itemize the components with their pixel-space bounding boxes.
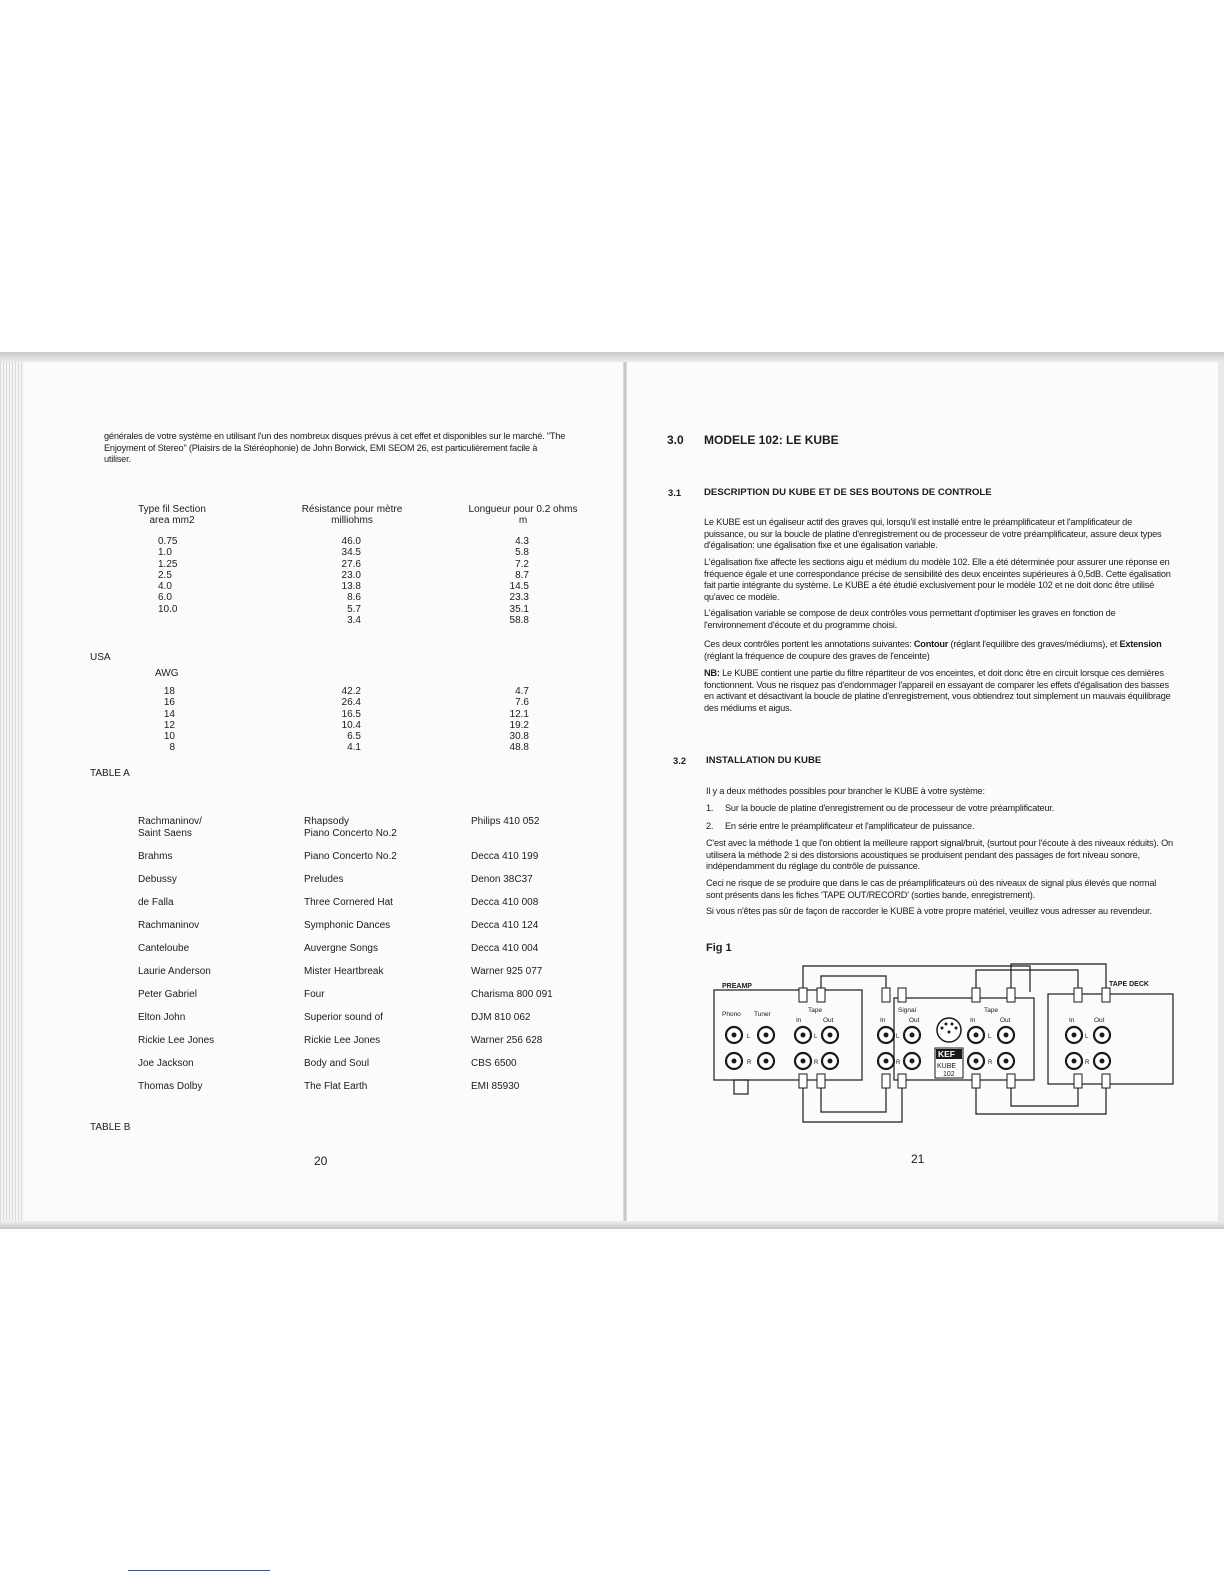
catalog: Decca 410 124 <box>471 920 539 931</box>
left-channel-label: L <box>747 1034 751 1040</box>
work: Body and Soul <box>304 1058 370 1069</box>
kube-out-label: Out <box>909 1017 920 1024</box>
kube-paragraph-2: L'égalisation fixe affecte les sections aigu et médium du modèle 102. Elle a été déterminée pour assurer une réponse en fréquence égale et une correspondance précise de sensibilité des deux enceintes supérieures à 0,5dB. Cette égalisation fait partie intégrante du système. Le KUBE a été étudié exclusivement pour le modèle 102 et ne doit donc être utilisé qu'avec ce modèle. <box>704 557 1171 602</box>
section-3-0-title: MODELE 102: LE KUBE <box>704 433 839 447</box>
tuner-label: Tuner <box>754 1011 771 1018</box>
deck-in-label: In <box>1069 1017 1075 1024</box>
figure-label: Fig 1 <box>706 942 732 954</box>
install-intro: Il y a deux méthodes possibles pour brancher le KUBE à votre système: <box>706 786 985 796</box>
work: Three Cornered Hat <box>304 897 393 908</box>
preamp-label: PREAMP <box>722 983 752 990</box>
nb-label: NB: <box>704 668 720 678</box>
awg-resistance-values: 42.2 26.4 16.5 10.4 6.5 4.1 <box>341 686 361 754</box>
bottom-edge <box>0 1221 1224 1229</box>
work: Auvergne Songs <box>304 943 378 954</box>
right-channel-label: R <box>1085 1060 1090 1066</box>
composer: Rachmaninov/ Saint Saens <box>138 816 202 839</box>
catalog: EMI 85930 <box>471 1081 520 1092</box>
extension-term: Extension <box>1119 639 1162 649</box>
left-channel-label: L <box>988 1034 992 1040</box>
work: Rhapsody Piano Concerto No.2 <box>304 816 397 839</box>
right-channel-label: R <box>814 1060 819 1066</box>
section-3-1-number: 3.1 <box>668 487 682 498</box>
nb-paragraph <box>704 668 1172 714</box>
section-3-1-title: DESCRIPTION DU KUBE ET DE SES BOUTONS DE CONTROLE <box>704 487 992 498</box>
scan-artifact-line <box>128 1570 270 1571</box>
catalog: Warner 256 628 <box>471 1035 543 1046</box>
section-3-2-number: 3.2 <box>673 755 687 766</box>
kube-tape-label: Tape <box>984 1007 999 1014</box>
kube-paragraph-3: L'égalisation variable se compose de deux contrôles vous permettant d'optimiser les graves en fonction de l'environnement d'écoute et du programme choisi. <box>704 608 1116 630</box>
preamp-out-label: Out <box>823 1017 834 1024</box>
install-item-1-number: 1. <box>706 803 714 813</box>
work: Four <box>304 989 325 1000</box>
composer: Peter Gabriel <box>138 989 197 1000</box>
intro-paragraph: générales de votre système en utilisant l'un des nombreux disques prévus à cet effet et disponibles sur le marché. "The Enjoyment of Stereo" (Plaisirs de la Stéréophonie) de John Borwick, EMI SEOM 26, est particulièrement facile à utiliser. <box>104 431 566 465</box>
text: Ces deux contrôles portent les annotations suivantes: <box>704 639 914 649</box>
awg-gauge-values: 18 16 14 12 10 8 <box>163 686 175 754</box>
connection-diagram <box>708 962 1178 1132</box>
text: (réglant la fréquence de coupure des graves de l'enceinte) <box>704 650 930 661</box>
kube-in-label: In <box>880 1017 886 1024</box>
din-socket-icon <box>937 1018 961 1042</box>
catalog: Charisma 800 091 <box>471 989 553 1000</box>
metric-section-values: 0.75 1.0 1.25 2.5 4.0 6.0 10.0 <box>158 536 178 615</box>
left-page-edges <box>0 362 24 1222</box>
right-channel-label: R <box>747 1060 752 1066</box>
kube-paragraph-4 <box>704 639 1172 662</box>
tape-deck-label: TAPE DECK <box>1109 981 1149 988</box>
catalog: Decca 410 004 <box>471 943 539 954</box>
work: Symphonic Dances <box>304 920 391 931</box>
table-b-label: TABLE B <box>90 1122 131 1133</box>
page-number-left: 20 <box>314 1154 328 1168</box>
catalog: Decca 410 008 <box>471 897 539 908</box>
composer: Laurie Anderson <box>138 966 211 977</box>
catalog: Warner 925 077 <box>471 966 543 977</box>
work: Mister Heartbreak <box>304 966 384 977</box>
usa-label: USA <box>90 652 111 663</box>
awg-length-values: 4.7 7.6 12.1 19.2 30.8 48.8 <box>509 686 529 754</box>
install-paragraph-methods: C'est avec la méthode 1 que l'on obtient la meilleure rapport signal/bruit, (surtout pour l'écoute à des niveaux réduits). On utilisera la méthode 2 si des distorsions acoustiques se produisent pendant des passages de fort niveau sonore, indépendamment du réglage du contrôle de puissance. <box>706 838 1173 872</box>
install-paragraph-preamps: Ceci ne risque de se produire que dans le cas de préamplificateurs où des niveaux de signal plus élevés que normal sont présents dans les fiches 'TAPE OUT/RECORD' (sorties bande, enregistrement). <box>706 878 1157 900</box>
composer: Debussy <box>138 874 177 885</box>
kube-badge-text: KUBE <box>937 1063 957 1070</box>
kef-logo-text: KEF <box>938 1049 955 1059</box>
kube-paragraph-1: Le KUBE est un égaliseur actif des graves qui, lorsqu'il est installé entre le préamplificateur et l'amplificateur de puissance, ou sur la boucle de platine d'enregistrement ou de processeur de votre préamplificateur, assure deux types d'égalisation: une égalisation fixe et une égalisation variable. <box>704 517 1162 551</box>
left-channel-label: L <box>1085 1034 1089 1040</box>
phono-label: Phono <box>722 1011 741 1018</box>
install-item-1: Sur la boucle de platine d'enregistrement ou de processeur de votre préamplificateur. <box>725 803 1054 813</box>
work: Preludes <box>304 874 344 885</box>
section-3-0-number: 3.0 <box>667 433 684 447</box>
preamp-tape-label: Tape <box>808 1007 823 1014</box>
composer: Canteloube <box>138 943 190 954</box>
awg-label: AWG <box>155 668 179 679</box>
right-channel-label: R <box>896 1060 901 1066</box>
right-page-edge <box>1218 362 1224 1222</box>
install-item-2: En série entre le préamplificateur et l'amplificateur de puissance. <box>725 821 975 831</box>
kube-tape-in-label: In <box>970 1017 976 1024</box>
metric-length-values: 4.3 5.8 7.2 8.7 14.5 23.3 35.1 58.8 <box>509 536 529 627</box>
table-a-label: TABLE A <box>90 768 130 779</box>
contour-term: Contour <box>913 639 949 649</box>
composer: Rachmaninov <box>138 920 200 931</box>
work: The Flat Earth <box>304 1081 368 1092</box>
table-row <box>138 816 202 840</box>
spine-gutter <box>623 362 627 1222</box>
work: Superior sound of <box>304 1012 383 1023</box>
right-channel-label: R <box>988 1060 993 1066</box>
composer: Brahms <box>138 851 173 862</box>
composer: Joe Jackson <box>138 1058 194 1069</box>
catalog: Philips 410 052 <box>471 816 540 827</box>
left-channel-label: L <box>896 1034 900 1040</box>
composer: Thomas Dolby <box>138 1081 203 1092</box>
catalog: DJM 810 062 <box>471 1012 531 1023</box>
composer: Elton John <box>138 1012 186 1023</box>
left-channel-label: L <box>814 1034 818 1040</box>
work: Piano Concerto No.2 <box>304 851 397 862</box>
text: Le KUBE contient une partie du filtre répartiteur de vos enceintes, et doit donc être en circuit lorsque ces dernières fonctionnent. Vous ne risquez pas d'endommager l'appareil en essayant de comparer les effets d'égalisation des basses en activant et désactivant la boucle de platine d'enregistrement, vous obtiendrez tout simplement un mauvais équilibrage des médiums et aigus. <box>704 668 1171 713</box>
page-number-right: 21 <box>911 1152 925 1166</box>
deck-out-label: Out <box>1094 1017 1105 1024</box>
catalog: Decca 410 199 <box>471 851 539 862</box>
catalog: CBS 6500 <box>471 1058 517 1069</box>
preamp-in-label: In <box>796 1017 802 1024</box>
composer: Rickie Lee Jones <box>138 1035 215 1046</box>
kube-tape-out-label: Out <box>1000 1017 1011 1024</box>
model-badge-text: 102 <box>943 1071 955 1078</box>
metric-header-resistance: Résistance pour mètre milliohms <box>301 504 403 527</box>
metric-header-length: Longueur pour 0.2 ohms m <box>468 504 578 527</box>
signal-label: Signal <box>898 1007 917 1014</box>
install-item-2-number: 2. <box>706 821 714 831</box>
top-edge <box>0 352 1224 362</box>
catalog: Denon 38C37 <box>471 874 533 885</box>
section-3-2-title: INSTALLATION DU KUBE <box>706 755 822 766</box>
metric-resistance-values: 46.0 34.5 27.6 23.0 13.8 8.6 5.7 3.4 <box>341 536 361 627</box>
metric-header-section: Type fil Section area mm2 <box>138 504 206 527</box>
text: (réglant l'equilibre des graves/médiums), et <box>948 639 1120 649</box>
composer: de Falla <box>138 897 174 908</box>
install-paragraph-dealer: Si vous n'êtes pas sûr de façon de raccorder le KUBE à votre propre matériel, veuillez vous adresser au revendeur. <box>706 906 1152 916</box>
work: Rickie Lee Jones <box>304 1035 381 1046</box>
